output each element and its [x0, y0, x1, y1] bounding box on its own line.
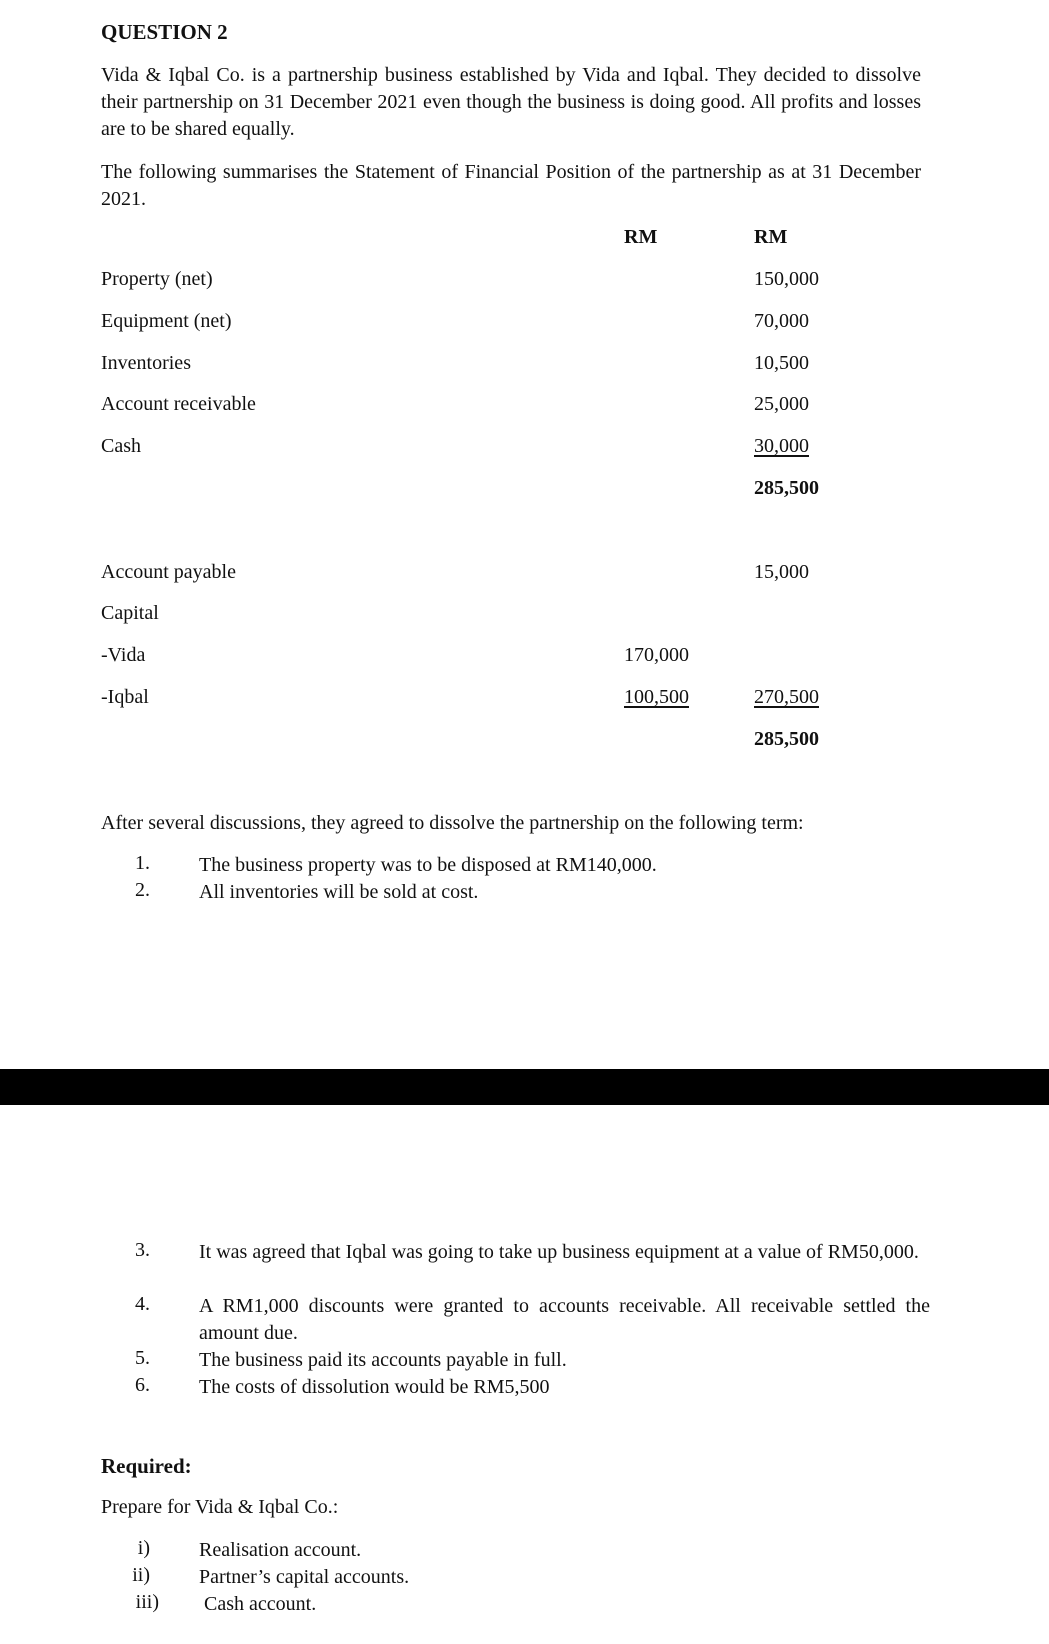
intro-paragraph: Vida & Iqbal Co. is a partnership business established by Vida and Iqbal. They decided to dissolve their partnership on 31 December 2021 even though the business is doing good. All profits and losses are to be shared equally.	[101, 64, 921, 140]
list-item	[110, 1374, 930, 1401]
required-text: Realisation account.	[199, 1539, 362, 1561]
asset-amount: 25,000	[754, 393, 809, 415]
table-row	[0, 644, 1049, 674]
col2-header: RM	[754, 226, 788, 248]
list-item	[110, 1293, 930, 1347]
question-title: QUESTION 2	[101, 20, 228, 44]
col1-header: RM	[624, 226, 658, 248]
payable-amount: 15,000	[754, 561, 809, 583]
asset-amount: 30,000	[754, 435, 809, 457]
vida-label: -Vida	[101, 644, 146, 666]
asset-label: Property (net)	[101, 268, 213, 290]
term-text: The business property was to be disposed at RM140,000.	[199, 854, 657, 876]
asset-label: Account receivable	[101, 393, 256, 415]
black-separator-bar	[0, 1069, 1049, 1105]
term-number: 6.	[135, 1374, 150, 1396]
required-number: i)	[137, 1537, 150, 1559]
term-text: All inventories will be sold at cost.	[199, 881, 479, 903]
asset-label: Cash	[101, 435, 141, 457]
table-row	[0, 561, 1049, 591]
asset-label: Inventories	[101, 352, 191, 374]
term-text: It was agreed that Iqbal was going to take up business equipment at a value of RM50,000.	[199, 1241, 919, 1263]
list-item	[110, 1591, 710, 1618]
prepare-text: Prepare for Vida & Iqbal Co.:	[101, 1496, 339, 1518]
term-number: 5.	[135, 1347, 150, 1369]
term-number: 2.	[135, 879, 150, 901]
required-heading: Required:	[101, 1454, 192, 1478]
payable-label: Account payable	[101, 561, 236, 583]
terms-list-bottom	[110, 1239, 930, 1409]
term-number: 1.	[135, 852, 150, 874]
term-text: A RM1,000 discounts were granted to accounts receivable. All receivable settled the amount due.	[199, 1295, 930, 1344]
table-header-row	[0, 226, 1049, 256]
table-row	[0, 310, 1049, 340]
term-number: 4.	[135, 1293, 150, 1315]
terms-list-top	[110, 852, 930, 912]
list-item	[110, 879, 930, 906]
iqbal-label: -Iqbal	[101, 686, 149, 708]
required-number: ii)	[132, 1564, 150, 1586]
asset-amount: 70,000	[754, 310, 809, 332]
assets-total: 285,500	[754, 477, 819, 499]
list-item	[110, 1347, 930, 1374]
list-item	[110, 1239, 930, 1293]
required-number: iii)	[135, 1591, 159, 1613]
term-number: 3.	[135, 1239, 150, 1261]
table-row	[0, 352, 1049, 382]
table-row	[0, 602, 1049, 632]
capital-label: Capital	[101, 602, 159, 624]
iqbal-amount: 100,500	[624, 686, 689, 708]
list-item	[110, 1537, 710, 1564]
table-row	[0, 686, 1049, 716]
term-text: The business paid its accounts payable in full.	[199, 1349, 567, 1371]
list-item	[110, 852, 930, 879]
asset-label: Equipment (net)	[101, 310, 232, 332]
table-row	[0, 393, 1049, 423]
liabilities-total: 285,500	[754, 728, 819, 750]
asset-amount: 10,500	[754, 352, 809, 374]
required-text: Cash account.	[204, 1593, 317, 1615]
liabilities-total-row	[0, 728, 1049, 758]
vida-amount: 170,000	[624, 644, 689, 666]
table-row	[0, 435, 1049, 465]
terms-intro: After several discussions, they agreed to dissolve the partnership on the following term:	[101, 812, 804, 834]
list-item	[110, 1564, 710, 1591]
capital-total: 270,500	[754, 686, 819, 708]
required-list	[110, 1537, 710, 1621]
summary-paragraph: The following summarises the Statement of Financial Position of the partnership as at 31 December 2021.	[101, 161, 921, 210]
asset-amount: 150,000	[754, 268, 819, 290]
table-row	[0, 268, 1049, 298]
term-text: The costs of dissolution would be RM5,500	[199, 1376, 550, 1398]
required-text: Partner’s capital accounts.	[199, 1566, 410, 1588]
assets-total-row	[0, 477, 1049, 507]
